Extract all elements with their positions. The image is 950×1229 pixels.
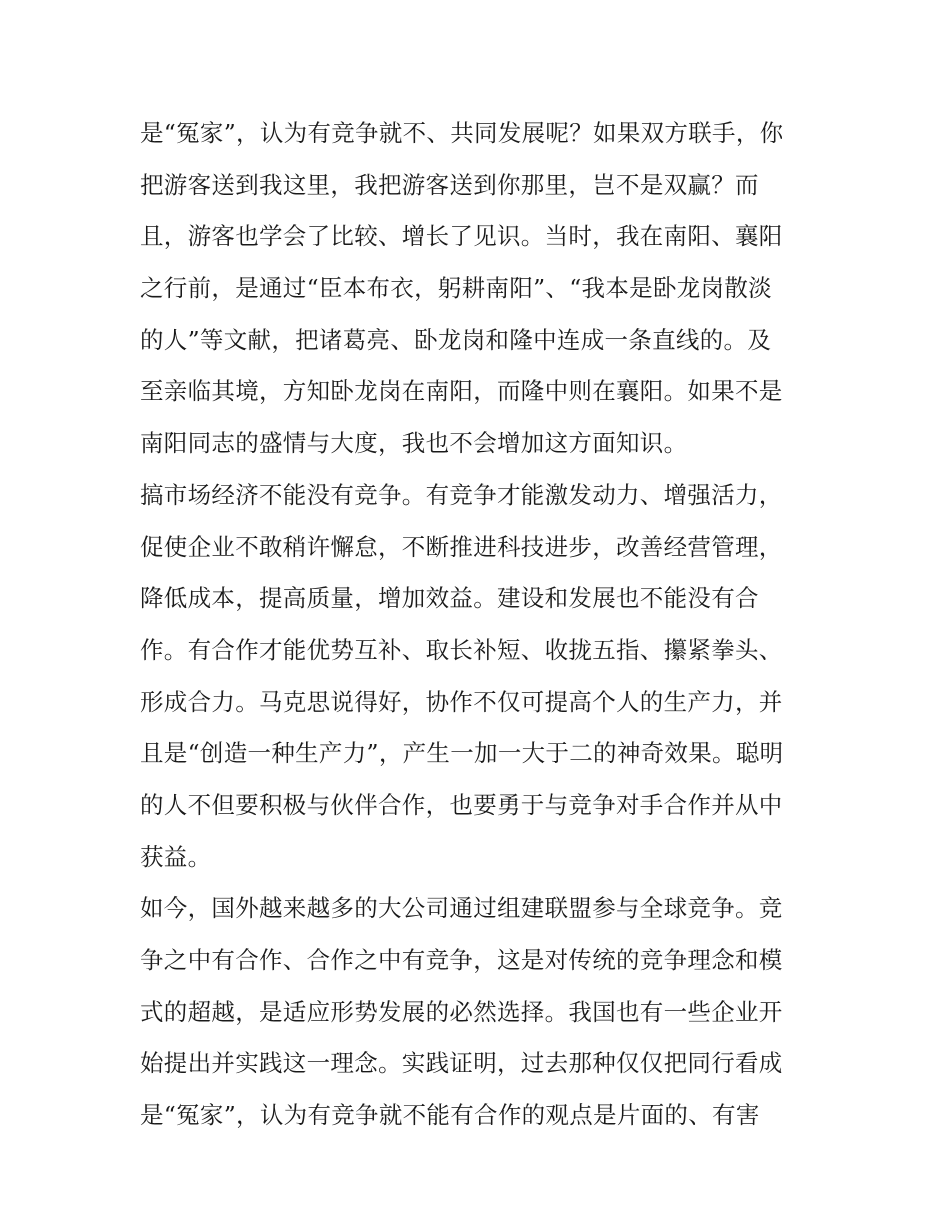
text-line: 降低成本，提高质量，增加效益。建设和发展也不能没有合 [140, 584, 759, 613]
text-line: 且，游客也学会了比较、增长了见识。当时，我在南阳、襄阳 [140, 222, 783, 251]
text-line: 式的超越，是适应形势发展的必然选择。我国也有一些企业开 [140, 997, 783, 1026]
text-line: 至亲临其境，方知卧龙岗在南阳，而隆中则在襄阳。如果不是 [140, 377, 783, 406]
text-line: 是“冤家”，认为有竞争就不、共同发展呢？如果双方联手，你 [140, 119, 784, 147]
text-line: 形成合力。马克思说得好，协作不仅可提高个人的生产力，并 [140, 687, 783, 716]
text-line: 始提出并实践这一理念。实践证明，过去那种仅仅把同行看成 [140, 1049, 783, 1078]
text-line: 的人不但要积极与伙伴合作，也要勇于与竞争对手合作并从中 [140, 790, 783, 819]
text-line: 是“冤家”，认为有竞争就不能有合作的观点是片面的、有害 [140, 1101, 760, 1130]
text-line: 作。有合作才能优势互补、取长补短、收拢五指、攥紧拳头、 [140, 635, 783, 664]
text-line: 争之中有合作、合作之中有竞争，这是对传统的竞争理念和模 [140, 946, 783, 974]
text-line: 且是“创造一种生产力”，产生一加一大于二的神奇效果。聪明 [140, 739, 784, 768]
text-line: 的人”等文献，把诸葛亮、卧龙岗和隆中连成一条直线的。及 [140, 325, 772, 354]
document-body-text [140, 108, 820, 1142]
text-line: 搞市场经济不能没有竞争。有竞争才能激发动力、增强活力， [140, 480, 783, 509]
text-line: 南阳同志的盛情与大度，我也不会增加这方面知识。 [140, 429, 688, 458]
text-line: 之行前，是通过“臣本布衣，躬耕南阳”、“我本是卧龙岗散淡 [140, 274, 772, 303]
text-line: 把游客送到我这里，我把游客送到你那里，岂不是双赢？而 [140, 170, 759, 199]
text-line: 促使企业不敢稍许懈怠，不断推进科技进步，改善经营管理， [140, 532, 783, 561]
text-line: 如今，国外越来越多的大公司通过组建联盟参与全球竞争。竞 [140, 894, 783, 923]
text-line: 获益。 [140, 842, 212, 871]
